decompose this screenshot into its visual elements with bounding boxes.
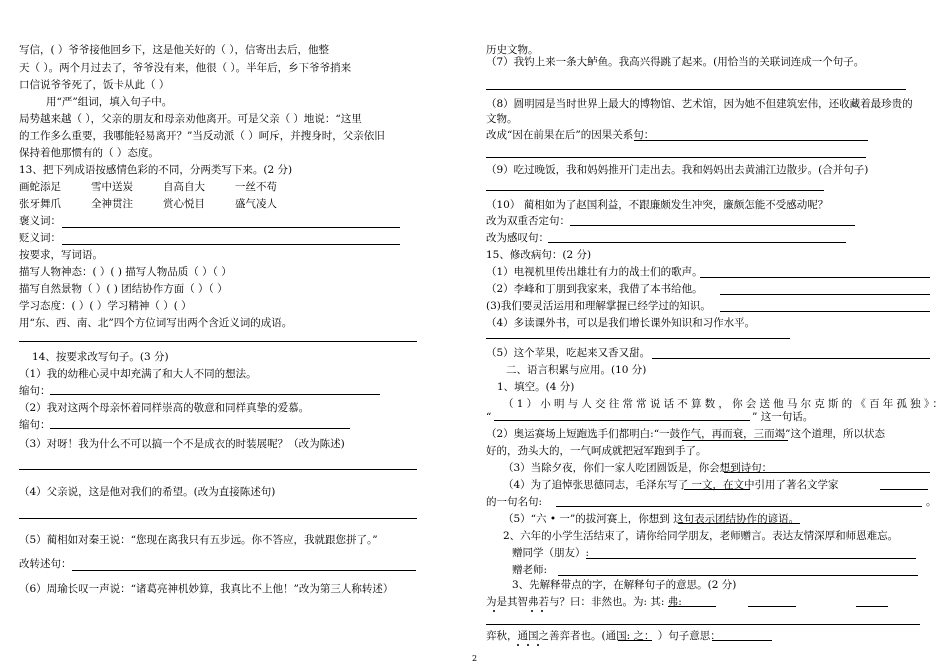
derog-label: 贬义词： (19, 232, 61, 244)
question-14: 14、按要求改写句子。(3 分) (32, 351, 169, 363)
answer-label: 改为双重否定句： (486, 215, 570, 227)
instruction: 按要求，写词语。 (19, 249, 103, 261)
answer-line[interactable] (724, 472, 930, 473)
answer-line[interactable] (712, 640, 772, 641)
answer-line[interactable] (586, 558, 916, 559)
instruction: 1、填空。(4 分) (497, 381, 575, 393)
sentence: （2）李峰和丁朋到我家来，我借了本书给他。 (486, 283, 703, 295)
sentence: （2）我对这两个母亲怀着同样崇高的敬意和同样真挚的爱慕。 (19, 402, 310, 414)
idiom: 一丝不苟 (235, 181, 277, 193)
text-line: 保持着他那惯有的（ ）态度。 (19, 147, 159, 159)
answer-line[interactable] (50, 428, 350, 429)
instruction: 用“严”组词，填入句子中。 (46, 96, 173, 108)
sentence: 弈秋，通国之善弈者也。(通国: 之： ）句子意思： (486, 630, 721, 642)
answer-line[interactable] (19, 518, 417, 519)
text-line: 历史文物。 (486, 44, 539, 56)
answer-line[interactable] (856, 606, 888, 607)
answer-label: 缩句： (19, 385, 51, 397)
text-line: 描写人物神态：( ）( ) 描写人物品质（ ）（ ） (19, 266, 232, 278)
sentence: (3)我们要灵活运用和理解掌握已经学过的知识。 (486, 300, 711, 312)
praise-label: 褒义词： (19, 215, 61, 227)
answer-line[interactable] (72, 570, 416, 571)
sentence: （5）蔺相如对秦王说：“您现在离我只有五步远。你不答应，我就跟您拼了。” (19, 534, 378, 546)
sentence: （3）对呀！我为什么不可以搞一个不是成衣的时装展呢？（改为陈述) (19, 438, 345, 450)
instruction: 2、六年的小学生活结束了，请你给同学朋友，老师赠言。表达友情深厚和师恩难忘。 (503, 530, 899, 542)
text-line: 好的，劲头大的，一气呵成就把冠军跑到手了。 (486, 445, 707, 457)
answer-line[interactable] (570, 225, 855, 226)
answer-line[interactable] (634, 140, 868, 141)
sentence: （3）当除夕夜，你们一家人吃团圆饭是，你会想到诗句： (503, 462, 773, 474)
answer-line[interactable] (558, 575, 918, 576)
text-line: 学习态度：( ）( ）学习精神（ ）( ） (19, 300, 192, 312)
instruction: 3、先解释带点的字，在解释句子的意思。(2 分) (512, 579, 737, 591)
answer-line[interactable] (486, 157, 866, 158)
answer-line[interactable] (720, 311, 930, 312)
text-line: 天（ ）。两个月过去了，爷爷没有来，他很（ ）。半年后，乡下爷爷捎来 (19, 62, 352, 74)
sentence: 为是其智弗若与？曰：非然也。为: 其: 弗: (486, 596, 682, 608)
idiom: 盛气凌人 (235, 198, 277, 210)
sentence: （2）奥运赛场上短跑选手们都明白:“一鼓作气，再而衰，三而竭”这个道理，所以状态 (486, 428, 885, 440)
emphasis-dot (541, 610, 543, 612)
sentence: （7）我钓上来一条大鲈鱼。我高兴得跳了起来。(用恰当的关联词连成一个句子。 (486, 56, 865, 68)
answer-label: 缩句： (19, 419, 51, 431)
emphasis-dot (527, 644, 529, 646)
idiom: 全神贯注 (91, 198, 133, 210)
text-line: 用“东、西、南、北”四个方位词写出两个含近义词的成语。 (19, 317, 293, 329)
answer-label: 改成“因在前果在后”的因果关系句： (486, 129, 655, 141)
emphasis-dot (531, 610, 533, 612)
text-line: 描写自然景物（ ）( ) 团结协作方面（ ）（ ） (19, 283, 228, 295)
text-line: 局势越来越（ ），父亲的朋友和母亲劝他离开。可是父亲（ ）地说：“这里 (19, 113, 362, 125)
text-line: 的工作多么重要，我哪能轻易离开？”当反动派（ ）呵斥，并搜身时，父亲依旧 (19, 130, 385, 142)
page-number: 2 (472, 654, 478, 663)
answer-line[interactable] (548, 242, 846, 243)
answer-line[interactable] (556, 506, 922, 507)
answer-line[interactable] (62, 244, 400, 245)
sentence: （9）吃过晚饭，我和妈妈推开门走出去。我和妈妈出去黄浦江边散步。(合并句子) (486, 164, 869, 176)
idiom: 画蛇添足 (19, 181, 61, 193)
quote-close: ” 这一句话。 (752, 411, 814, 423)
sentence: （4）为了追悼张思德同志，毛泽东写了 一文，在文中引用了著名文学家 (503, 479, 839, 491)
idiom: 雪中送炭 (91, 181, 133, 193)
answer-line[interactable] (880, 489, 928, 490)
sentence: （1）我的幼稚心灵中却充满了和大人不同的想法。 (19, 368, 257, 380)
answer-line[interactable] (486, 624, 920, 625)
answer-line[interactable] (618, 640, 652, 641)
text-line: 写信，( ）爷爷接他回乡下，这是他关好的（ ），信寄出去后，他整 (19, 44, 330, 56)
answer-line[interactable] (19, 341, 417, 342)
sentence: （1）小明与人交往常常说话不算数，你会送他马尔克斯的《百年孤独》： (503, 398, 947, 410)
quote-open: “ (486, 411, 492, 423)
answer-label: 改为感叹句： (486, 232, 549, 244)
answer-line[interactable] (62, 227, 400, 228)
text-line: 文物。 (486, 113, 518, 125)
answer-line[interactable] (668, 606, 716, 607)
section-heading: 二、语言积累与应用。(10 分) (506, 364, 647, 376)
sentence: （5）这个苹果，吃起来又香又甜。 (486, 347, 651, 359)
sentence: （6）周瑜长叹一声说：“诸葛亮神机妙算，我真比不上他！”改为第三人称转述） (19, 583, 394, 595)
answer-line[interactable] (486, 338, 790, 339)
sentence: （1）电视机里传出雄壮有力的战士们的歌声。 (486, 266, 703, 278)
question-15: 15、修改病句：(2 分) (486, 249, 592, 261)
answer-line[interactable] (700, 277, 930, 278)
answer-line[interactable] (652, 358, 930, 359)
period: 。 (926, 496, 937, 508)
answer-line[interactable] (486, 190, 824, 191)
sentence: （4）多读课外书，可以是我们增长课外知识和习作水平。 (486, 317, 756, 329)
answer-line[interactable] (678, 523, 800, 524)
sentence: （10） 蔺相如为了赵国利益，不跟廉颇发生冲突，廉颇怎能不受感动呢？ (486, 199, 829, 211)
answer-label: 赠同学（朋友）: (512, 547, 590, 559)
emphasis-dot (493, 610, 495, 612)
answer-line[interactable] (486, 89, 906, 90)
idiom: 赏心悦目 (163, 198, 205, 210)
emphasis-underline (682, 440, 788, 441)
answer-line[interactable] (684, 489, 750, 490)
answer-line[interactable] (50, 394, 380, 395)
sentence: （4）父亲说，这是他对我们的希望。(改为直接陈述句) (19, 486, 276, 498)
sentence: （8）圆明园是当时世界上最大的博物馆、艺术馆，因为她不但建筑宏伟，还收藏着最珍贵的 (486, 98, 913, 110)
answer-label: 赠老师: (512, 564, 548, 576)
idiom: 自高自大 (163, 181, 205, 193)
idiom: 张牙舞爪 (19, 198, 61, 210)
answer-label: 改转述句： (19, 558, 72, 570)
text-line: 口信说爷爷死了，饭卡从此（ ） (19, 79, 170, 91)
emphasis-dot (537, 644, 539, 646)
answer-line[interactable] (494, 420, 750, 421)
answer-line[interactable] (720, 294, 930, 295)
text-line: 的一句名句: (486, 496, 543, 508)
answer-line[interactable] (748, 606, 796, 607)
sentence: （5）“六 • 一”的拔河赛上，你想到 这句表示团结协作的谚语。 (503, 513, 800, 525)
question-13: 13、把下列成语按感情色彩的不同，分两类写下来。(2 分) (19, 164, 293, 176)
emphasis-dot (517, 644, 519, 646)
answer-line[interactable] (19, 469, 417, 470)
